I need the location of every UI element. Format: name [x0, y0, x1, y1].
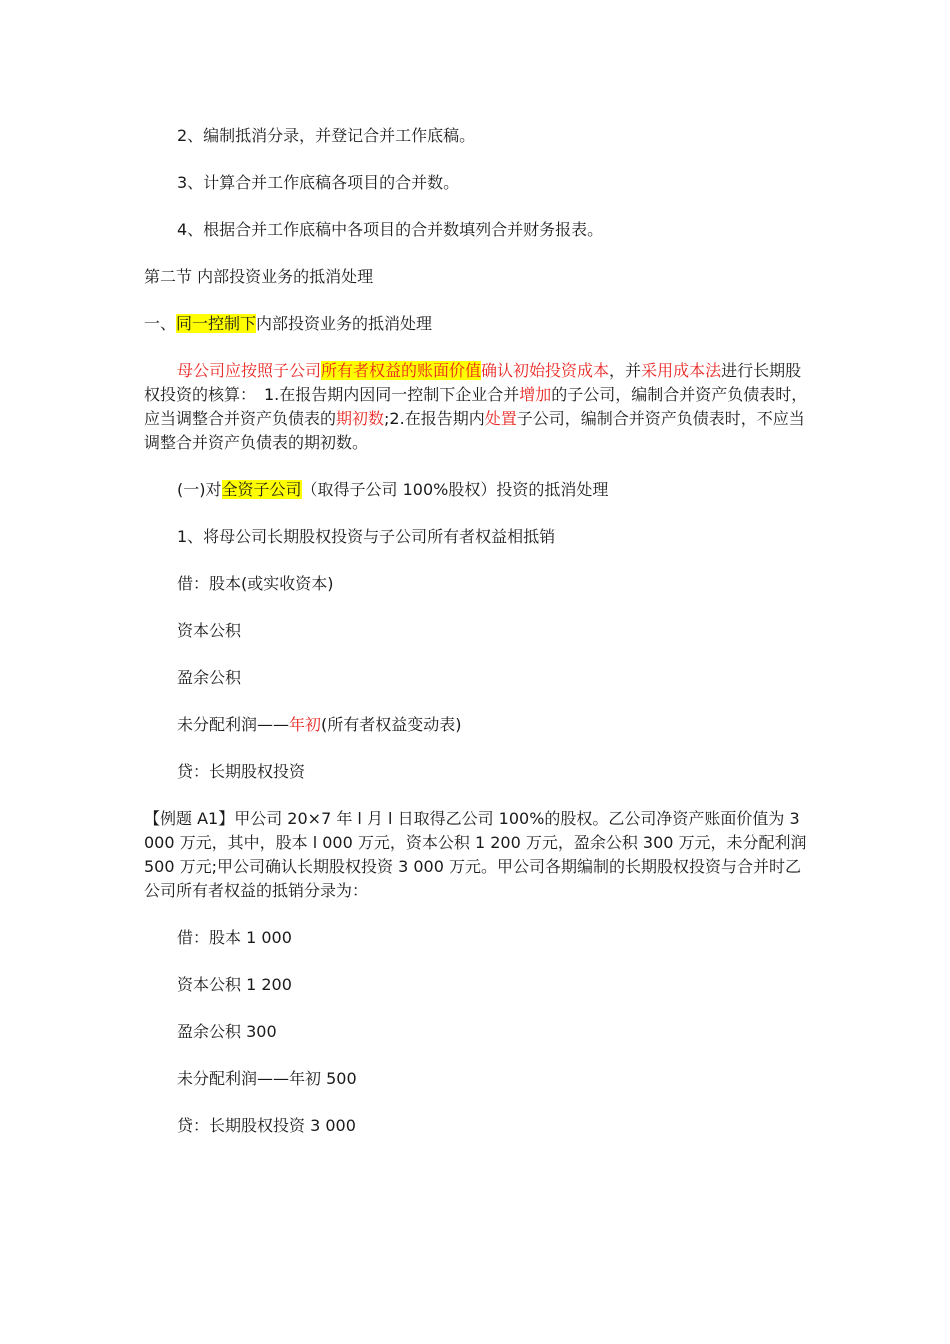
heading-1-highlight: 同一控制下: [176, 314, 257, 333]
para-s12: 子公司，编制合并资产负债表时，不应当调整合并资产负债表的期初数。: [144, 409, 805, 452]
entry-capital-reserve: 资本公积: [177, 621, 242, 640]
para-s9: 期初数: [336, 409, 385, 428]
para-s3: 确认初始投资成本: [481, 361, 610, 380]
para-s1: 母公司应按照子公司: [177, 361, 322, 380]
entry-retained-earnings: [144, 713, 810, 737]
example-a1: 【例题 A1】甲公司 20×7 年 l 月 l 日取得乙公司 100%的股权。乙公司净资产账面价值为 3 000 万元，其中，股本 l 000 万元，资本公积 1 200 万元，盈余公积 300 万元，未分配利润 500 万元;甲公司确认长期股权投资 3 000 万元。甲公司各期编制的长期股权投资与合并时乙公司所有者权益的抵销分录为：: [144, 809, 807, 900]
subheading-1-highlight: 全资子公司: [221, 480, 302, 499]
retained-post: (所有者权益变动表): [321, 715, 462, 734]
entry-surplus-reserve: 盈余公积: [177, 668, 242, 687]
para-s7: 增加: [519, 385, 552, 404]
subheading-1: [144, 478, 810, 502]
para-s4: ，并: [609, 361, 642, 380]
example-entry-debit: 借：股本 1 000: [177, 928, 292, 947]
retained-pre: 未分配利润——: [177, 715, 290, 734]
para-s6: 进行长期股权投资的核算： 1.在报告期内因同一控制下企业合并: [144, 361, 802, 404]
heading-1-prefix: 一、: [144, 314, 177, 333]
subheading-1-prefix: (一)对: [177, 480, 222, 499]
example-entry-surplus-reserve: 盈余公积 300: [177, 1022, 277, 1041]
item-1-text: 1、将母公司长期股权投资与子公司所有者权益相抵销: [177, 527, 556, 546]
example-entry-credit: 贷：长期股权投资 3 000: [177, 1116, 356, 1135]
retained-red: 年初: [289, 715, 322, 734]
heading-1-rest: 内部投资业务的抵消处理: [256, 314, 433, 333]
section-title: 第二节 内部投资业务的抵消处理: [144, 267, 374, 286]
entry-credit: 贷：长期股权投资: [177, 762, 306, 781]
heading-1: [144, 312, 810, 336]
step-3-text: 3、计算合并工作底稿各项目的合并数。: [177, 173, 460, 192]
step-4-text: 4、根据合并工作底稿中各项目的合并数填列合并财务报表。: [177, 220, 604, 239]
subheading-1-rest: （取得子公司 100%股权）投资的抵消处理: [301, 480, 609, 499]
para-s8: 的子公司，编制合并资产负债表时，应当调整合并资产负债表的: [144, 385, 808, 428]
para-s5: 采用成本法: [641, 361, 722, 380]
entry-debit: 借：股本(或实收资本): [177, 574, 334, 593]
para-s11: 处置: [484, 409, 517, 428]
step-2-text: 2、编制抵消分录，并登记合并工作底稿。: [177, 126, 476, 145]
example-entry-retained-earnings: 未分配利润——年初 500: [177, 1069, 357, 1088]
para-s10: ;2.在报告期内: [384, 409, 485, 428]
para-s2: 所有者权益的账面价值: [321, 361, 482, 380]
principle-paragraph: [144, 359, 810, 455]
example-entry-capital-reserve: 资本公积 1 200: [177, 975, 292, 994]
